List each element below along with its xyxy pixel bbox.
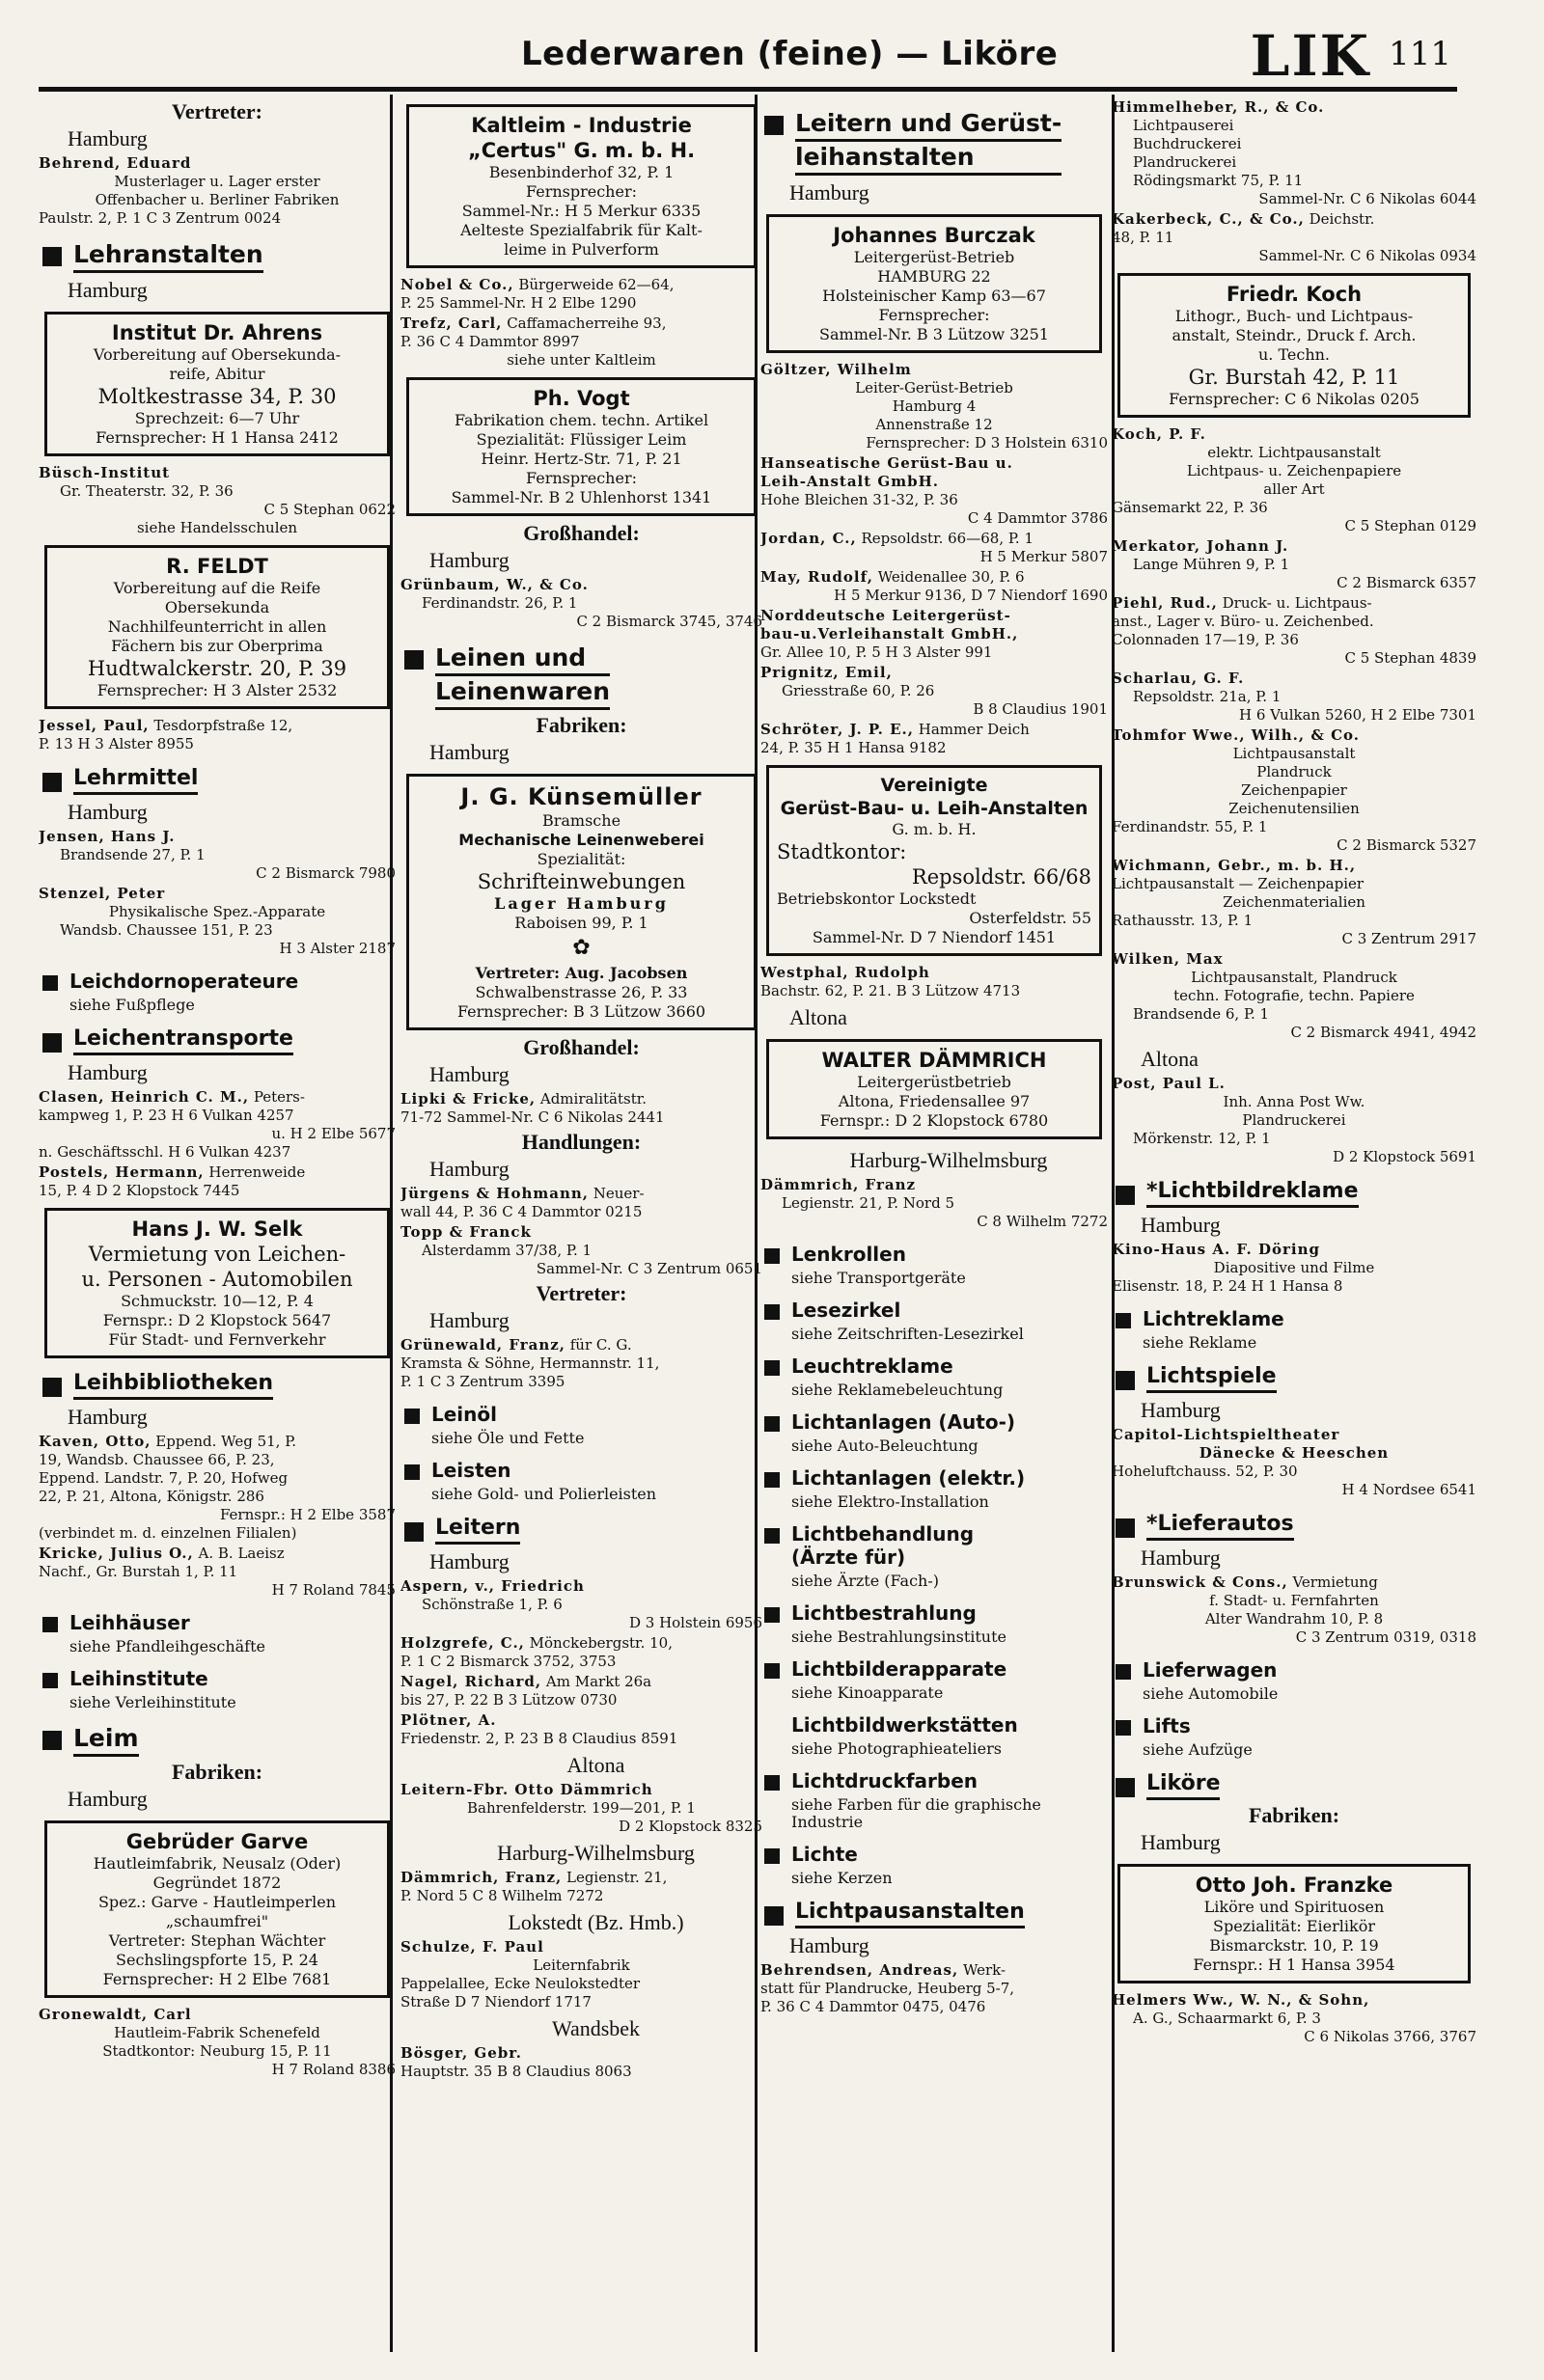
bullet-icon xyxy=(764,1528,780,1544)
page-title: Lederwaren (feine) — Liköre xyxy=(521,35,1059,73)
advertisement-box: Hans J. W. Selk Vermietung von Leichen- u. Personen - Automobilen Schmuckstr. 10—12, P. 4 Fernspr.: D 2 Klopstock 5647 Für Stadt- und Fernverkehr xyxy=(44,1208,390,1358)
see-also-note: siehe Aufzüge xyxy=(1143,1740,1253,1759)
section-heading: Lichtbehandlung (Ärzte für) xyxy=(760,1522,1108,1569)
page-header xyxy=(39,23,1457,92)
listing-entry: Koch, P. F. elektr. Lichtpausanstalt Lichtpaus- u. Zeichenpapiere aller Art Gänsemarkt 22, P. 36 C 5 Stephan 0129 xyxy=(1112,425,1476,534)
city-heading: Hamburg xyxy=(429,1157,510,1181)
section-heading: Leichentransporte xyxy=(39,1026,396,1055)
listing-entry: Grünewald, Franz, für C. G. Kramsta & Söhne, Hermannstr. 11, P. 1 C 3 Zentrum 3395 xyxy=(400,1336,660,1390)
listing-entry: Kricke, Julius O., A. B. Laeisz Nachf., Gr. Burstah 1, P. 11 H 7 Roland 7845 xyxy=(39,1545,396,1599)
listing-entry: Nagel, Richard, Am Markt 26a bis 27, P. 22 B 3 Lützow 0730 xyxy=(400,1673,652,1709)
bullet-icon xyxy=(764,1607,780,1623)
listing-entry: Aspern, v., Friedrich Schönstraße 1, P. 6 D 3 Holstein 6956 xyxy=(400,1577,762,1631)
bullet-icon xyxy=(404,650,424,670)
advertisement-box: R. FELDT Vorbereitung auf die Reife Obersekunda Nachhilfeunterricht in allen Fächern bis zur Oberprima Hudtwalckerstr. 20, P. 39 Fernsprecher: H 3 Alster 2532 xyxy=(44,545,390,709)
section-heading: Leichdornoperateure xyxy=(39,970,396,993)
bullet-icon xyxy=(1116,1313,1131,1328)
listing-entry: Büsch-Institut Gr. Theaterstr. 32, P. 36 C 5 Stephan 0622 siehe Handelsschulen xyxy=(39,464,396,536)
see-also-note: siehe Automobile xyxy=(1143,1684,1279,1703)
see-also-note: siehe Pfandleihgeschäfte xyxy=(69,1637,265,1655)
listing-entry: Kaven, Otto, Eppend. Weg 51, P. 19, Wandsb. Chaussee 66, P. 23, Eppend. Landstr. 7, P. 20, Hofweg 22, P. 21, Altona, Königstr. 286 Fernspr.: H 2 Elbe 3587 (verbindet m. d. einzelnen Filialen) xyxy=(39,1433,396,1542)
bullet-icon xyxy=(764,1248,780,1264)
see-also-note: siehe Gold- und Polierleisten xyxy=(431,1485,657,1503)
bullet-icon xyxy=(764,1848,780,1864)
listing-entry: Jordan, C., Repsoldstr. 66—68, P. 1 H 5 Merkur 5807 xyxy=(760,530,1108,565)
section-heading: Lichtreklame xyxy=(1112,1307,1476,1330)
bullet-icon xyxy=(764,1775,780,1791)
advertisement-box: Institut Dr. Ahrens Vorbereitung auf Obersekunda- reife, Abitur Moltkestrasse 34, P. 30 Sprechzeit: 6—7 Uhr Fernsprecher: H 1 Hansa 2412 xyxy=(44,312,390,456)
listing-entry: Tohmfor Wwe., Wilh., & Co. Lichtpausanstalt Plandruck Zeichenpapier Zeichenutensilien Ferdinandstr. 55, P. 1 C 2 Bismarck 5327 xyxy=(1112,726,1476,854)
section-heading: Liköre xyxy=(1112,1770,1476,1800)
section-heading: Leim xyxy=(39,1723,396,1757)
index-letters: LIK xyxy=(1250,23,1370,89)
listing-entry: Wichmann, Gebr., m. b. H., Lichtpausanstalt — Zeichenpapier Zeichenmaterialien Rathausstr. 13, P. 1 C 3 Zentrum 2917 xyxy=(1112,857,1476,947)
city-heading: Lokstedt (Bz. Hmb.) xyxy=(508,1910,684,1934)
listing-entry: Jensen, Hans J. Brandsende 27, P. 1 C 2 Bismarck 7980 xyxy=(39,828,396,882)
see-also-note: siehe Photographieateliers xyxy=(791,1739,1002,1758)
listing-entry: Post, Paul L. Inh. Anna Post Ww. Plandruckerei Mörkenstr. 12, P. 1 D 2 Klopstock 5691 xyxy=(1112,1075,1476,1165)
section-heading: Lichtanlagen (elektr.) xyxy=(760,1466,1108,1490)
section-heading: *Lichtbildreklame xyxy=(1112,1178,1476,1208)
bullet-icon xyxy=(1116,1371,1135,1390)
column-1 xyxy=(39,96,396,2364)
section-heading: Lieferwagen xyxy=(1112,1658,1476,1682)
bullet-icon xyxy=(42,1617,58,1632)
city-heading: Hamburg xyxy=(429,1549,510,1573)
see-also-note: siehe Auto-Beleuchtung xyxy=(791,1436,979,1455)
column-3 xyxy=(760,96,1108,2364)
bullet-icon xyxy=(764,1663,780,1679)
listing-entry: Helmers Ww., W. N., & Sohn, A. G., Schaarmarkt 6, P. 3 C 6 Nikolas 3766, 3767 xyxy=(1112,1991,1476,2045)
advertisement-box: J. G. Künsemüller Bramsche Mechanische Leinenweberei Spezialität: Schrifteinwebungen Lager Hamburg Raboisen 99, P. 1 ✿ Vertreter: Aug. Jacobsen Schwalbenstrasse 26, P. 33 Fernsprecher: B 3 Lützow 3660 xyxy=(406,774,757,1030)
city-heading: Wandsbek xyxy=(551,2016,641,2040)
listing-entry: Holzgrefe, C., Mönckebergstr. 10, P. 1 C 2 Bismarck 3752, 3753 xyxy=(400,1634,673,1670)
city-heading: Altona xyxy=(789,1005,847,1029)
bullet-icon xyxy=(764,1360,780,1376)
section-heading: Leinöl xyxy=(400,1403,762,1426)
bullet-icon xyxy=(404,1409,420,1424)
listing-entry: Stenzel, Peter Physikalische Spez.-Apparate Wandsb. Chaussee 151, P. 23 H 3 Alster 2187 xyxy=(39,885,396,957)
see-also-note: siehe Bestrahlungsinstitute xyxy=(791,1628,1007,1646)
bullet-icon xyxy=(42,1033,62,1053)
see-also-note: Industrie xyxy=(791,1813,864,1831)
listing-entry: Gronewaldt, Carl Hautleim-Fabrik Schenefeld Stadtkontor: Neuburg 15, P. 11 H 7 Roland 8386 xyxy=(39,2006,396,2078)
city-heading: Altona xyxy=(1141,1047,1199,1071)
city-heading: Harburg-Wilhelmsburg xyxy=(497,1841,695,1865)
listing-entry: Kakerbeck, C., & Co., Deichstr. 48, P. 11 Sammel-Nr. C 6 Nikolas 0934 xyxy=(1112,210,1476,264)
section-heading: Leitern xyxy=(400,1515,762,1545)
listing-entry: Postels, Hermann, Herrenweide 15, P. 4 D 2 Klopstock 7445 xyxy=(39,1163,306,1199)
listing-entry: Nobel & Co., Bürgerweide 62—64, P. 25 Sammel-Nr. H 2 Elbe 1290 xyxy=(400,276,675,312)
bullet-icon xyxy=(404,1522,424,1542)
city-heading: Hamburg xyxy=(429,1062,510,1086)
section-heading: Leinen und Leinenwaren xyxy=(400,643,762,710)
listing-entry: Capitol-Lichtspieltheater Dänecke & Heeschen Hoheluftchauss. 52, P. 30 H 4 Nordsee 6541 xyxy=(1112,1426,1476,1498)
city-heading: Hamburg xyxy=(789,180,869,205)
see-also-note: siehe Elektro-Installation xyxy=(791,1492,989,1511)
section-heading: Lichtpausanstalten xyxy=(760,1899,1108,1929)
section-heading: Lichtdruckfarben xyxy=(760,1769,1108,1792)
advertisement-box: Vereinigte Gerüst-Bau- u. Leih-Anstalten G. m. b. H. Stadtkontor: Repsoldstr. 66/68 Betriebskontor Lockstedt Osterfeldstr. 55 Sammel-Nr. D 7 Niendorf 1451 xyxy=(766,765,1102,956)
advertisement-box: Ph. Vogt Fabrikation chem. techn. Artikel Spezialität: Flüssiger Leim Heinr. Hertz-Str. 71, P. 21 Fernsprecher: Sammel-Nr. B 2 Uhlenhorst 1341 xyxy=(406,377,757,516)
listing-entry: Prignitz, Emil, Griesstraße 60, P. 26 B 8 Claudius 1901 xyxy=(760,664,1108,718)
subheading: Fabriken: xyxy=(171,1760,263,1784)
city-heading: Hamburg xyxy=(1141,1830,1221,1854)
bullet-icon xyxy=(1116,1778,1135,1797)
bullet-icon xyxy=(42,1673,58,1688)
listing-entry: Plötner, A. Friedenstr. 2, P. 23 B 8 Claudius 8591 xyxy=(400,1711,678,1747)
city-heading: Hamburg xyxy=(789,1933,869,1957)
bullet-icon xyxy=(1116,1518,1135,1538)
see-also-note: siehe Zeitschriften-Lesezirkel xyxy=(791,1325,1024,1343)
listing-entry: Schulze, F. Paul Leiternfabrik Pappelallee, Ecke Neulokstedter Straße D 7 Niendorf 1717 xyxy=(400,1938,641,2011)
section-heading: Lichte xyxy=(760,1843,1108,1866)
see-also-note: siehe Reklamebeleuchtung xyxy=(791,1381,1004,1399)
bullet-icon xyxy=(764,116,784,135)
city-heading: Hamburg xyxy=(68,278,148,302)
bullet-icon xyxy=(1116,1664,1131,1680)
city-heading: Hamburg xyxy=(68,1405,148,1429)
see-also-note: siehe Kerzen xyxy=(791,1869,893,1887)
see-also-note: siehe Farben für die graphische xyxy=(791,1795,1041,1814)
listing-entry: Jürgens & Hohmann, Neuer- wall 44, P. 36 C 4 Dammtor 0215 xyxy=(400,1185,645,1220)
section-heading: Leihhäuser xyxy=(39,1611,396,1634)
subheading: Fabriken: xyxy=(1248,1803,1340,1827)
column-2 xyxy=(400,96,762,2364)
listing-entry: Behrend, Eduard Musterlager u. Lager erster Offenbacher u. Berliner Fabriken Paulstr. 2, P. 1 C 3 Zentrum 0024 xyxy=(39,154,340,227)
listing-entry: May, Rudolf, Weidenallee 30, P. 6 H 5 Merkur 9136, D 7 Niendorf 1690 xyxy=(760,568,1108,604)
section-heading: Lichtbestrahlung xyxy=(760,1601,1108,1625)
listing-entry: Topp & Franck Alsterdamm 37/38, P. 1 Sammel-Nr. C 3 Zentrum 0651 xyxy=(400,1223,762,1277)
bullet-icon xyxy=(764,1906,784,1926)
ornament-icon: ✿ xyxy=(572,936,591,960)
advertisement-box: Kaltleim - Industrie „Certus" G. m. b. H. Besenbinderhof 32, P. 1 Fernsprecher: Sammel-Nr.: H 5 Merkur 6335 Aelteste Spezialfabrik für Kalt- leime in Pulverform xyxy=(406,104,757,268)
page-number: 111 xyxy=(1389,35,1451,73)
section-heading: Lifts xyxy=(1112,1714,1476,1737)
city-heading: Harburg-Wilhelmsburg xyxy=(849,1148,1048,1172)
listing-entry: Lipki & Fricke, Admiralitätstr. 71-72 Sammel-Nr. C 6 Nikolas 2441 xyxy=(400,1090,665,1126)
listing-entry: Schröter, J. P. E., Hammer Deich 24, P. 35 H 1 Hansa 9182 xyxy=(760,721,1030,756)
listing-entry: Hanseatische Gerüst-Bau u. Leih-Anstalt GmbH. Hohe Bleichen 31-32, P. 36 C 4 Dammtor 3786 xyxy=(760,454,1108,527)
listing-entry: Scharlau, G. F. Repsoldstr. 21a, P. 1 H 6 Vulkan 5260, H 2 Elbe 7301 xyxy=(1112,670,1476,724)
section-heading: Lesezirkel xyxy=(760,1299,1108,1322)
section-heading: Leuchtreklame xyxy=(760,1354,1108,1378)
see-also-note: siehe Kinoapparate xyxy=(791,1683,944,1702)
listing-entry: Westphal, Rudolph Bachstr. 62, P. 21. B 3 Lützow 4713 xyxy=(760,964,1021,999)
column-4 xyxy=(1112,96,1476,2364)
subheading: Handlungen: xyxy=(521,1130,642,1154)
bullet-icon xyxy=(1116,1186,1135,1205)
section-heading: Lichtanlagen (Auto-) xyxy=(760,1410,1108,1434)
listing-entry: Jessel, Paul, Tesdorpfstraße 12, P. 13 H 3 Alster 8955 xyxy=(39,717,293,752)
see-also-note: siehe Transportgeräte xyxy=(791,1269,966,1287)
section-heading: Leisten xyxy=(400,1459,762,1482)
listing-entry: Norddeutsche Leitergerüst- bau-u.Verleihanstalt GmbH., Gr. Allee 10, P. 5 H 3 Alster 991 xyxy=(760,607,1019,661)
bullet-icon xyxy=(404,1464,420,1480)
city-heading: Hamburg xyxy=(68,800,148,824)
see-also-note: siehe Fußpflege xyxy=(69,996,195,1014)
advertisement-box: WALTER DÄMMRICH Leitergerüstbetrieb Altona, Friedensallee 97 Fernspr.: D 2 Klopstock 6780 xyxy=(766,1039,1102,1139)
listing-entry: Trefz, Carl, Caffamacherreihe 93, P. 36 C 4 Dammtor 8997 siehe unter Kaltleim xyxy=(400,315,667,369)
section-heading: Lehrmittel xyxy=(39,765,396,795)
city-heading: Altona xyxy=(566,1753,625,1777)
bullet-icon xyxy=(764,1472,780,1488)
subheading: Großhandel: xyxy=(523,521,640,545)
listing-entry: Clasen, Heinrich C. M., Peters- kampweg 1, P. 23 H 6 Vulkan 4257 u. H 2 Elbe 5677 n. Geschäftsschl. H 6 Vulkan 4237 xyxy=(39,1088,396,1161)
section-heading: Lenkrollen xyxy=(760,1243,1108,1266)
listing-entry: Piehl, Rud., Druck- u. Lichtpaus- anst., Lager v. Büro- u. Zeichenbed. Colonnaden 17—19, P. 36 C 5 Stephan 4839 xyxy=(1112,594,1476,667)
city-heading: Hamburg xyxy=(429,1308,510,1332)
listing-entry: Behrendsen, Andreas, Werk- statt für Plandrucke, Heuberg 5-7, P. 36 C 4 Dammtor 0475, 0476 xyxy=(760,1961,1015,2015)
bullet-icon xyxy=(42,1731,62,1750)
city-heading: Hamburg xyxy=(68,126,148,150)
see-also-note: siehe Verleihinstitute xyxy=(69,1693,236,1711)
bullet-icon xyxy=(42,1378,62,1397)
city-heading: Hamburg xyxy=(1141,1213,1221,1237)
bullet-icon xyxy=(42,773,62,792)
subheading: Vertreter: xyxy=(536,1281,627,1305)
listing-entry: Kino-Haus A. F. Döring Diapositive und Filme Elisenstr. 18, P. 24 H 1 Hansa 8 xyxy=(1112,1241,1375,1295)
city-heading: Hamburg xyxy=(68,1787,148,1811)
see-also-note: siehe Öle und Fette xyxy=(431,1429,585,1447)
advertisement-box: Otto Joh. Franzke Liköre und Spirituosen Spezialität: Eierlikör Bismarckstr. 10, P. 19 Fernspr.: H 1 Hansa 3954 xyxy=(1117,1864,1471,1983)
listing-entry: Göltzer, Wilhelm Leiter-Gerüst-Betrieb Hamburg 4 Annenstraße 12 Fernsprecher: D 3 Holstein 6310 xyxy=(760,361,1108,451)
section-heading: *Lieferautos xyxy=(1112,1511,1476,1541)
section-heading: Leitern und Gerüst- leihanstalten xyxy=(760,108,1108,176)
section-heading: Leihinstitute xyxy=(39,1667,396,1690)
subheading: Großhandel: xyxy=(523,1035,640,1059)
section-heading: Lichtbildwerkstätten xyxy=(791,1713,1018,1737)
listing-entry: Bösger, Gebr. Hauptstr. 35 B 8 Claudius 8063 xyxy=(400,2044,632,2080)
city-heading: Hamburg xyxy=(429,740,510,764)
bullet-icon xyxy=(764,1416,780,1432)
listing-entry: Himmelheber, R., & Co. Lichtpauserei Buchdruckerei Plandruckerei Rödingsmarkt 75, P. 11 Sammel-Nr. C 6 Nikolas 6044 xyxy=(1112,98,1476,207)
listing-entry: Brunswick & Cons., Vermietung f. Stadt- u. Fernfahrten Alter Wandrahm 10, P. 8 C 3 Zentrum 0319, 0318 xyxy=(1112,1573,1476,1646)
see-also-note: siehe Reklame xyxy=(1143,1333,1257,1352)
bullet-icon xyxy=(42,975,58,991)
city-heading: Hamburg xyxy=(68,1060,148,1084)
subheading: Fabriken: xyxy=(536,713,627,737)
listing-entry: Grünbaum, W., & Co. Ferdinandstr. 26, P. 1 C 2 Bismarck 3745, 3746 xyxy=(400,576,762,630)
subheading: Vertreter: xyxy=(171,99,263,123)
bullet-icon xyxy=(42,247,62,266)
city-heading: Hamburg xyxy=(1141,1546,1221,1570)
section-heading: Lichtbilderapparate xyxy=(760,1657,1108,1681)
section-heading: Lichtspiele xyxy=(1112,1363,1476,1393)
bullet-icon xyxy=(764,1304,780,1320)
see-also-note: siehe Ärzte (Fach-) xyxy=(791,1572,939,1590)
city-heading: Hamburg xyxy=(429,548,510,572)
section-heading: Lehranstalten xyxy=(39,239,396,273)
listing-entry: Dämmrich, Franz Legienstr. 21, P. Nord 5 C 8 Wilhelm 7272 xyxy=(760,1176,1108,1230)
city-heading: Hamburg xyxy=(1141,1398,1221,1422)
listing-entry: Wilken, Max Lichtpausanstalt, Plandruck techn. Fotografie, techn. Papiere Brandsende 6, P. 1 C 2 Bismarck 4941, 4942 xyxy=(1112,950,1476,1041)
listing-entry: Merkator, Johann J. Lange Mühren 9, P. 1 C 2 Bismarck 6357 xyxy=(1112,537,1476,591)
section-heading: Leihbibliotheken xyxy=(39,1370,396,1400)
bullet-icon xyxy=(1116,1720,1131,1736)
listing-entry: Dämmrich, Franz, Legienstr. 21, P. Nord 5 C 8 Wilhelm 7272 xyxy=(400,1869,668,1904)
advertisement-box: Gebrüder Garve Hautleimfabrik, Neusalz (Oder) Gegründet 1872 Spez.: Garve - Hautleimperlen „schaumfrei" Vertreter: Stephan Wächter Sechslingspforte 15, P. 24 Fernsprecher: H 2 Elbe 7681 xyxy=(44,1820,390,1998)
advertisement-box: Johannes Burczak Leitergerüst-Betrieb HAMBURG 22 Holsteinischer Kamp 63—67 Fernsprecher: Sammel-Nr. B 3 Lützow 3251 xyxy=(766,214,1102,353)
advertisement-box: Friedr. Koch Lithogr., Buch- und Lichtpaus- anstalt, Steindr., Druck f. Arch. u. Techn. Gr. Burstah 42, P. 11 Fernsprecher: C 6 Nikolas 0205 xyxy=(1117,273,1471,418)
listing-entry: Leitern-Fbr. Otto Dämmrich Bahrenfelderstr. 199—201, P. 1 D 2 Klopstock 8325 xyxy=(400,1781,762,1835)
